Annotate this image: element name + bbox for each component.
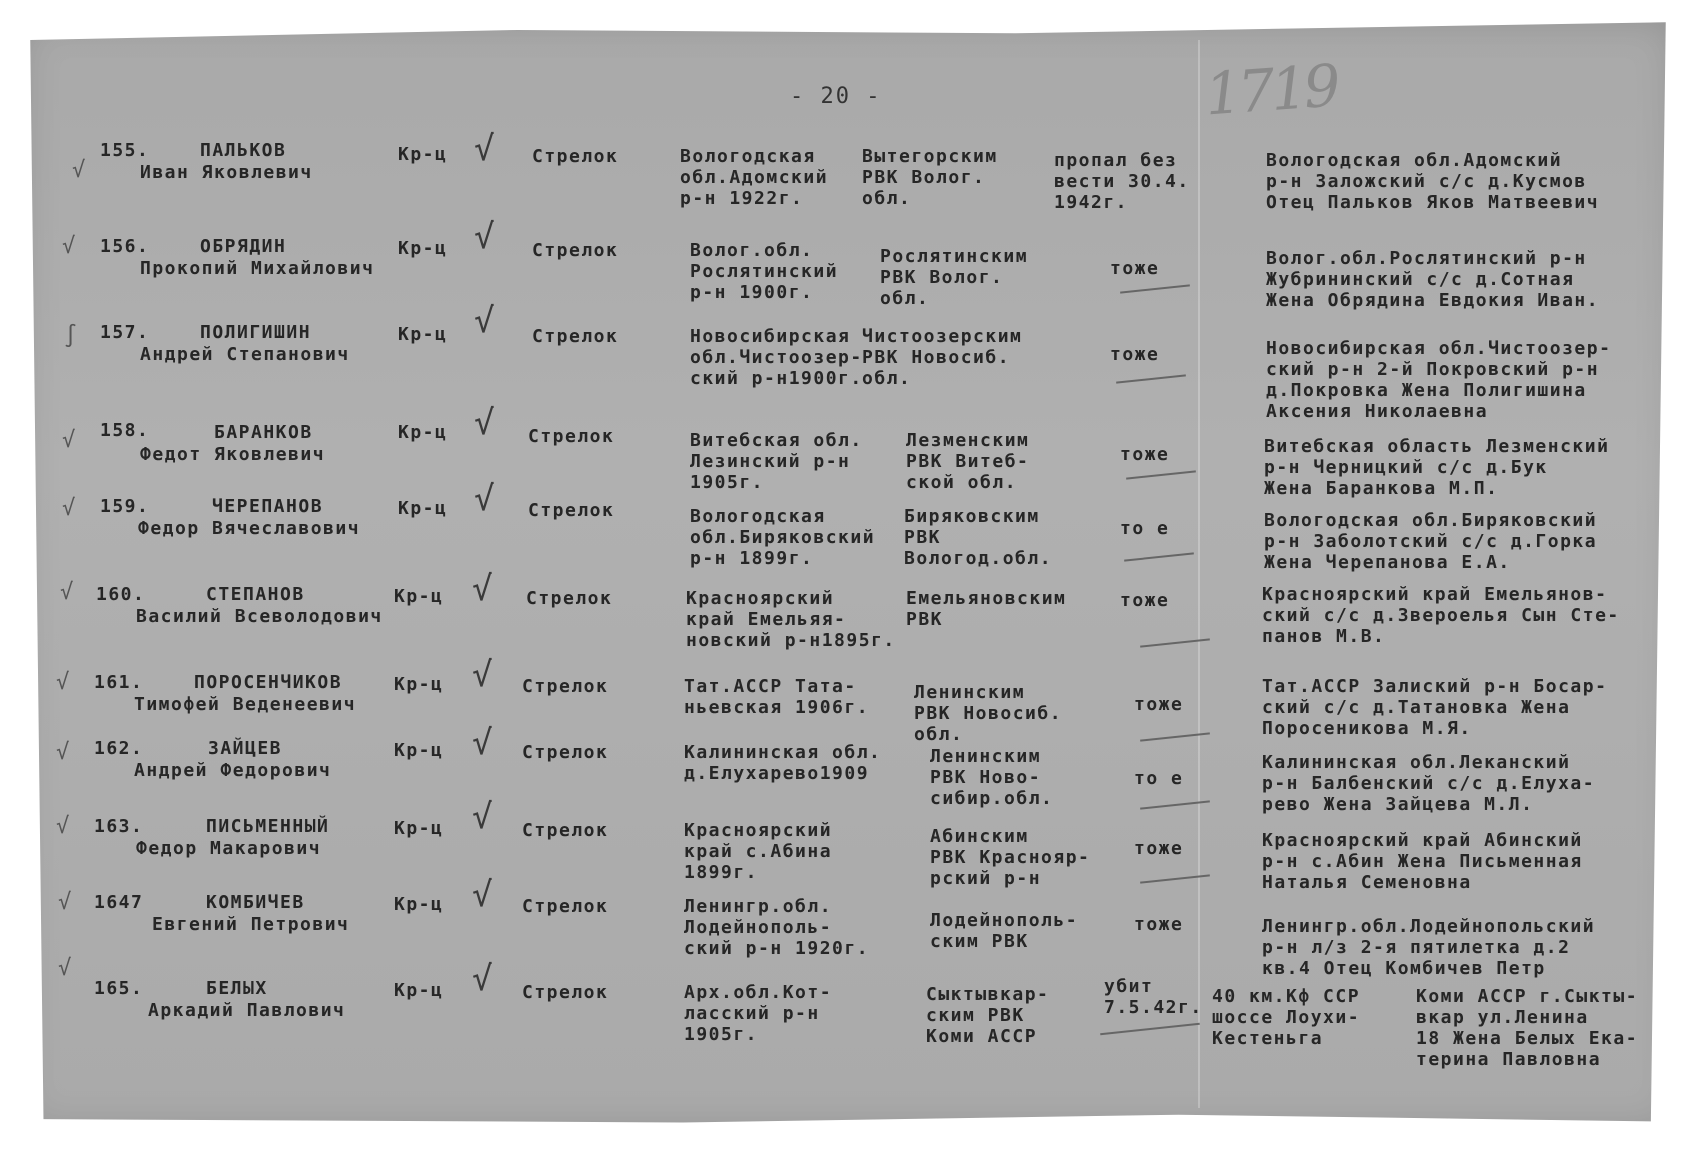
check-mark: √ [472,569,494,609]
rank: Кр-ц [394,674,444,695]
given-name: Андрей Федорович [134,760,332,781]
given-name: Федор Вячеславович [138,518,361,539]
fate: тоже [1134,838,1184,859]
draft-office: Рослятинским РВК Волог. обл. [880,246,1029,309]
check-mark: √ [474,479,496,519]
margin-check-mark: ∫ [64,324,79,349]
surname: ПОЛИГИШИН [200,322,312,343]
check-mark: √ [474,403,496,443]
given-name: Василий Всеволодович [136,606,383,627]
surname: СТЕПАНОВ [206,584,305,605]
next-of-kin: Красноярский край Абинский р-н с.Абин Жена Письменная Наталья Семеновна [1262,830,1583,893]
rank: Кр-ц [398,498,448,519]
fate: убит 7.5.42г. [1104,976,1203,1018]
draft-office: Сыктывкар- ским РВК Коми АССР [926,984,1050,1047]
next-of-kin: Витебская область Лезменский р-н Черницкий с/с д.Бук Жена Баранкова М.П. [1264,436,1610,499]
rank: Кр-ц [394,586,444,607]
given-name: Андрей Степанович [140,344,350,365]
surname: ПИСЬМЕННЫЙ [206,816,330,837]
rank: Кр-ц [398,422,448,443]
record-number: 1647 [94,892,144,913]
check-mark: √ [472,875,494,915]
given-name: Прокопий Михайлович [140,258,375,279]
rank: Кр-ц [398,324,448,345]
surname: ОБРЯДИН [200,236,287,257]
fate: тоже [1120,444,1170,465]
rank: Кр-ц [394,818,444,839]
role: Стрелок [522,676,609,697]
margin-check-mark: √ [58,956,73,981]
margin-check-mark: √ [62,496,77,521]
surname: ЗАЙЦЕВ [208,738,283,759]
margin-check-mark: √ [56,814,71,839]
draft-office: Лодейнополь- ским РВК [930,910,1079,952]
role: Стрелок [522,820,609,841]
surname: ПАЛЬКОВ [200,140,287,161]
birth-place: Красноярский край с.Абина 1899г. [684,820,833,883]
fate: тоже [1120,590,1170,611]
role: Стрелок [522,742,609,763]
record-number: 159. [100,496,150,517]
next-of-kin: Коми АССР г.Сыкты- вкар ул.Ленина 18 Жена Белых Ека- терина Павловна [1416,986,1639,1070]
next-of-kin: Вологодская обл.Адомский р-н Заложский с/с д.Кусмов Отец Пальков Яков Матвеевич [1266,150,1600,213]
record-number: 160. [96,584,146,605]
next-of-kin: Ленингр.обл.Лодейнопольский р-н л/з 2-я пятилетка д.2 кв.4 Отец Комбичев Петр [1262,916,1596,979]
draft-office: Ленинским РВК Новосиб. обл. [914,682,1063,745]
rank: Кр-ц [398,144,448,165]
role: Стрелок [532,240,619,261]
draft-office: Абинским РВК Краснояр- рский р-н [930,826,1091,889]
draft-office: Ленинским РВК Ново- сибир.обл. [930,746,1054,809]
margin-check-mark: √ [56,740,71,765]
page-fold [1198,40,1200,1108]
given-name: Евгений Петрович [152,914,350,935]
role: Стрелок [522,982,609,1003]
margin-check-mark: √ [56,670,71,695]
margin-check-mark: √ [58,890,73,915]
given-name: Федот Яковлевич [140,444,326,465]
death-place: 40 км.Кф ССР шоссе Лоухи- Кестеньга [1212,986,1361,1049]
birth-place: Новосибирская обл.Чистоозер- ский р-н1900г. [690,326,863,389]
draft-office: Вытегорским РВК Волог. обл. [862,146,998,209]
draft-office: Биряковским РВК Вологод.обл. [904,506,1053,569]
role: Стрелок [528,500,615,521]
fate: то е [1134,768,1184,789]
fate: тоже [1110,344,1160,365]
next-of-kin: Калининская обл.Леканский р-н Балбенский с/с д.Елуха- рево Жена Зайцева М.Л. [1262,752,1596,815]
next-of-kin: Волог.обл.Рослятинский р-н Жубрининский с/с д.Сотная Жена Обрядина Евдокия Иван. [1266,248,1600,311]
surname: БАРАНКОВ [214,422,313,443]
check-mark: √ [474,129,496,169]
draft-office: Лезменским РВК Витеб- ской обл. [906,430,1030,493]
rank: Кр-ц [394,980,444,1001]
fate: то е [1120,518,1170,539]
record-number: 157. [100,322,150,343]
draft-office: Чистоозерским РВК Новосиб. обл. [862,326,1023,389]
next-of-kin: Вологодская обл.Биряковский р-н Заболотский с/с д.Горка Жена Черепанова Е.А. [1264,510,1598,573]
given-name: Тимофей Веденеевич [134,694,357,715]
record-number: 165. [94,978,144,999]
next-of-kin: Красноярский край Емельянов- ский с/с д.Звероелья Сын Сте- панов М.В. [1262,584,1620,647]
role: Стрелок [528,426,615,447]
check-mark: √ [472,797,494,837]
record-number: 158. [100,420,150,441]
next-of-kin: Тат.АССР Залиский р-н Босар- ский с/с д.Татановка Жена Поросеникова М.Я. [1262,676,1608,739]
record-number: 155. [100,140,150,161]
birth-place: Вологодская обл.Биряковский р-н 1899г. [690,506,876,569]
margin-check-mark: √ [62,234,77,259]
margin-check-mark: √ [60,580,75,605]
check-mark: √ [474,217,496,257]
archive-handwritten-mark: 1719 [1202,51,1339,129]
given-name: Иван Яковлевич [140,162,313,183]
birth-place: Арх.обл.Кот- ласский р-н 1905г. [684,982,833,1045]
birth-place: Волог.обл. Рослятинский р-н 1900г. [690,240,839,303]
birth-place: Витебская обл. Лезинский р-н 1905г. [690,430,863,493]
surname: БЕЛЫХ [206,978,268,999]
margin-check-mark: √ [62,428,77,453]
check-mark: √ [472,723,494,763]
fate: тоже [1134,914,1184,935]
record-number: 156. [100,236,150,257]
check-mark: √ [474,301,496,341]
rank: Кр-ц [394,894,444,915]
surname: ПОРОСЕНЧИКОВ [194,672,343,693]
check-mark: √ [472,655,494,695]
birth-place: Тат.АССР Тата- ньевская 1906г. [684,676,870,718]
role: Стрелок [526,588,613,609]
birth-place: Красноярский край Емельяя- новский р-н1895г. [686,588,896,651]
role: Стрелок [522,896,609,917]
surname: КОМБИЧЕВ [206,892,305,913]
record-number: 161. [94,672,144,693]
birth-place: Вологодская обл.Адомский р-н 1922г. [680,146,829,209]
rank: Кр-ц [394,740,444,761]
next-of-kin: Новосибирская обл.Чистоозер- ский р-н 2-й Покровский р-н д.Покровка Жена Полигишина Аксения Николаевна [1266,338,1612,422]
role: Стрелок [532,146,619,167]
rank: Кр-ц [398,238,448,259]
surname: ЧЕРЕПАНОВ [212,496,324,517]
record-number: 163. [94,816,144,837]
birth-place: Калининская обл. д.Елухарево1909 [684,742,882,784]
fate: тоже [1134,694,1184,715]
birth-place: Ленингр.обл. Лодейнополь- ский р-н 1920г. [684,896,870,959]
draft-office: Емельяновским РВК [906,588,1067,630]
margin-check-mark: √ [72,158,87,183]
role: Стрелок [532,326,619,347]
given-name: Аркадий Павлович [148,1000,346,1021]
fate: пропал без вести 30.4. 1942г. [1054,150,1190,213]
given-name: Федор Макарович [136,838,322,859]
record-number: 162. [94,738,144,759]
check-mark: √ [472,959,494,999]
fate: тоже [1110,258,1160,279]
page-number: - 20 - [790,84,882,109]
